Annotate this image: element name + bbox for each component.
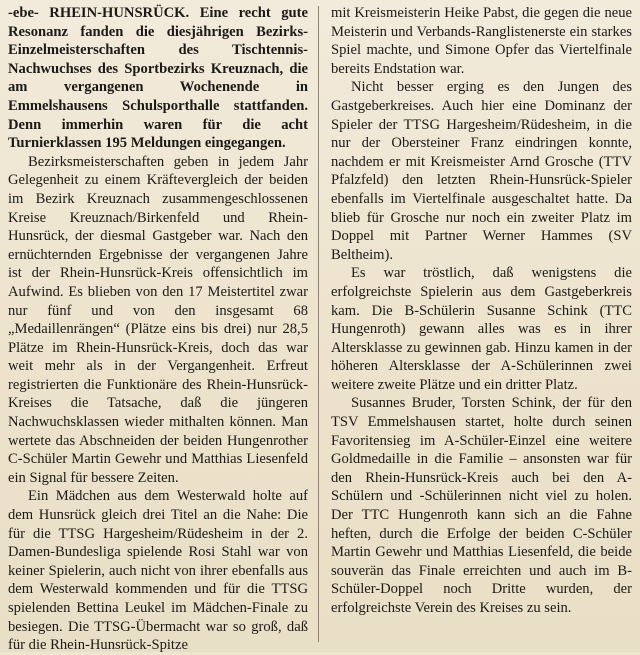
article-column-left [8,4,308,655]
article-lead-paragraph: -ebe- RHEIN-HUNSRÜCK. Eine recht gute Resonanz fanden die diesjährigen Bezirks-Einzelmeisterschaften des Tischtennis-Nachwuchses des Sportbezirks Kreuznach, die am vergangenen Wochenende in Emmelshausens Schulsporthalle stattfanden. Denn immerhin waren für die acht Turnierklassen 195 Meldungen eingegangen. [8,5,308,152]
column-divider [318,6,319,642]
article-paragraph: Ein Mädchen aus dem Westerwald holte auf dem Hunsrück gleich drei Titel an die Nahe: Die für die TTSG Hargesheim/Rüdesheim in der 2. Damen-Bundesliga spielende Rosi Stahl war von keiner Spielerin, auch nicht von ihrer ebenfalls aus dem Westerwald kommenden und für die TTSG spielenden Bettina Leukel im Mädchen-Finale zu besiegen. Die TTSG-Übermacht war so groß, daß für die Rhein-Hunsrück-Spitze [8,488,308,654]
article-column-right [331,4,632,618]
article-paragraph-continued: mit Kreismeisterin Heike Pabst, die gegen die neue Meisterin und Verbands-Ranglistenerste ein starkes Spiel machte, und Simone Opfer das Viertelfinale bereits Endstation war. [331,5,632,77]
article-paragraph: Es war tröstlich, daß wenigstens die erfolgreichste Spielerin aus dem Gastgeberkreis kam. Die B-Schülerin Susanne Schink (TTC Hungenroth) gewann alles was es in ihrer Altersklasse zu gewinnen gab. Hinzu kamen in der höheren Altersklasse der A-Schülerinnen zwei weitere zweite Plätze und ein dritter Platz. [331,265,632,393]
article-paragraph: Nicht besser erging es den Jungen des Gastgeberkreises. Auch hier eine Dominanz der Spieler der TTSG Hargesheim/Rüdesheim, in die nur der Obersteiner Franz eindringen konnte, nachdem er mit Kreismeister Arnd Grosche (TTV Pfalzfeld) den letzten Rhein-Hunsrück-Spieler ebenfalls im Viertelfinale ausgeschaltet hatte. Da blieb für Grosche nur noch ein zweiter Platz im Doppel mit Partner Werner Hammes (SV Beltheim). [331,79,632,263]
article-paragraph: Bezirksmeisterschaften geben in jedem Jahr Gelegenheit zu einem Kräftevergleich der beiden im Bezirk Kreuznach zusammengeschlossenen Kreise Kreuznach/Birkenfeld und Rhein-Hunsrück, der diesmal Gastgeber war. Nach den ernüchternden Ergebnisse der vergangenen Jahre ist der Rhein-Hunsrück-Kreis offensichtlich im Aufwind. Es blieben von den 17 Meistertitel zwar nur fünf und von den insgesamt 68 „Medaillenrängen“ (Plätze eins bis drei) nur 28,5 Plätze im Rhein-Hunsrück-Kreis, doch das war weit mehr als in der Vergangenheit. Erfreut registrierten die Funktionäre des Rhein-Hunsrück-Kreises die Tatsache, daß die jüngeren Nachwuchsklassen wieder mithalten können. Man wertete das Abschneiden der beiden Hungenrother C-Schüler Martin Gewehr und Matthias Liesenfeld ein Signal für bessere Zeiten. [8,153,308,486]
article-paragraph: Susannes Bruder, Torsten Schink, der für den TSV Emmelshausen startet, holte durch seinen Favoritensieg im A-Schüler-Einzel eine weitere Goldmedaille in die Familie – ansonsten war für den Rhein-Hunsrück-Kreis auch bei den A-Schülern und -Schülerinnen nicht viel zu holen. Der TTC Hungenroth kann sich an die Fahne heften, durch die Erfolge der beiden C-Schüler Martin Gewehr und Matthias Liesenfeld, die beide souverän das Finale erreichten und auch im B-Schüler-Doppel noch Dritte wurden, der erfolgreichste Verein des Kreises zu sein. [331,395,632,616]
